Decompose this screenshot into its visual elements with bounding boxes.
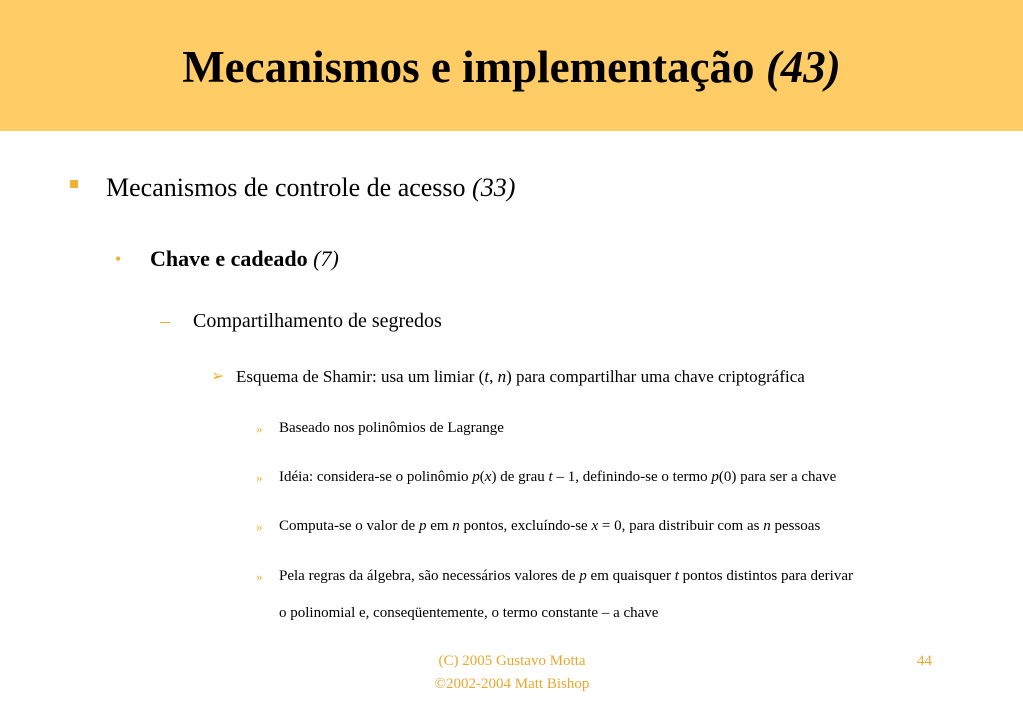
text-segment: pessoas — [770, 518, 821, 534]
arrow-bullet-icon: ➢ — [211, 368, 225, 385]
text-segment: = 0, para distribuir com as — [598, 518, 764, 534]
bullet-level5-text: Baseado nos polinômios de Lagrange — [279, 420, 504, 436]
chevron-bullet-icon: » — [256, 421, 263, 436]
bullet-level4 — [236, 367, 805, 387]
var-n: n — [763, 518, 771, 534]
page-number: 44 — [917, 653, 932, 669]
var-t: t — [548, 469, 553, 485]
var-x: x — [591, 518, 599, 534]
bullet-level4-text: Esquema de Shamir: usa um limiar ( — [236, 367, 485, 386]
var-t: t — [484, 367, 490, 386]
dot-bullet-icon: • — [115, 249, 122, 269]
bullet-level5-item — [279, 419, 504, 437]
bullet-level3-text: Compartilhamento de segredos — [193, 310, 442, 332]
chevron-bullet-icon: » — [256, 519, 263, 534]
text-segment: Computa-se o valor de — [279, 518, 419, 534]
bullet-level5-continuation — [279, 604, 658, 622]
var-p: p — [472, 469, 480, 485]
bullet-level4-text-end: ) para compartilhar uma chave criptográfica — [506, 367, 805, 386]
var-t: t — [674, 568, 679, 584]
bullet-level2-text: Chave e cadeado — [150, 246, 314, 271]
text-segment: ) de grau — [491, 469, 549, 485]
footer-copyright-1: (C) 2005 Gustavo Motta — [438, 653, 586, 669]
chevron-bullet-icon: » — [256, 569, 263, 584]
bullet-level1-text: Mecanismos de controle de acesso — [106, 173, 473, 202]
var-p: p — [418, 518, 427, 534]
bullet-level1 — [106, 173, 515, 203]
text-segment: (0) para ser a chave — [718, 469, 837, 485]
bullet-level4-comma: , — [489, 367, 498, 386]
text-segment: pontos, excluíndo-se — [459, 518, 592, 534]
text-segment: Idéia: considera-se o polinômio — [279, 469, 473, 485]
bullet-level5-item — [279, 517, 820, 535]
var-n: n — [452, 518, 460, 534]
bullet-level5-item — [279, 567, 853, 585]
bullet-level2-count: (7) — [313, 246, 339, 271]
text-segment: Pela regras da álgebra, são necessários valores de — [279, 568, 580, 584]
slide-title — [0, 40, 1023, 94]
slide-title-main: Mecanismos e implementação — [182, 42, 755, 92]
text-segment: pontos distintos para derivar — [678, 568, 853, 584]
bullet-level1-count: (33) — [472, 173, 516, 202]
text-segment: ( — [479, 469, 485, 485]
var-p: p — [579, 568, 587, 584]
dash-bullet-icon: – — [160, 310, 170, 332]
chevron-bullet-icon: » — [256, 470, 263, 485]
var-p: p — [711, 469, 719, 485]
text-segment: em quaisquer — [586, 568, 675, 584]
slide-title-count: (43) — [765, 42, 841, 92]
text-segment: o polinomial e, conseqüentemente, o termo constante – a chave — [279, 605, 659, 621]
footer-copyright-2: ©2002-2004 Matt Bishop — [434, 676, 590, 692]
square-bullet-icon — [70, 180, 78, 188]
bullet-level3 — [193, 309, 442, 333]
text-segment: em — [426, 518, 453, 534]
bullet-level5-item — [279, 468, 836, 486]
var-n: n — [497, 367, 507, 386]
var-x: x — [484, 469, 492, 485]
bullet-level2 — [150, 246, 339, 272]
text-segment: – 1, definindo-se o termo — [552, 469, 712, 485]
